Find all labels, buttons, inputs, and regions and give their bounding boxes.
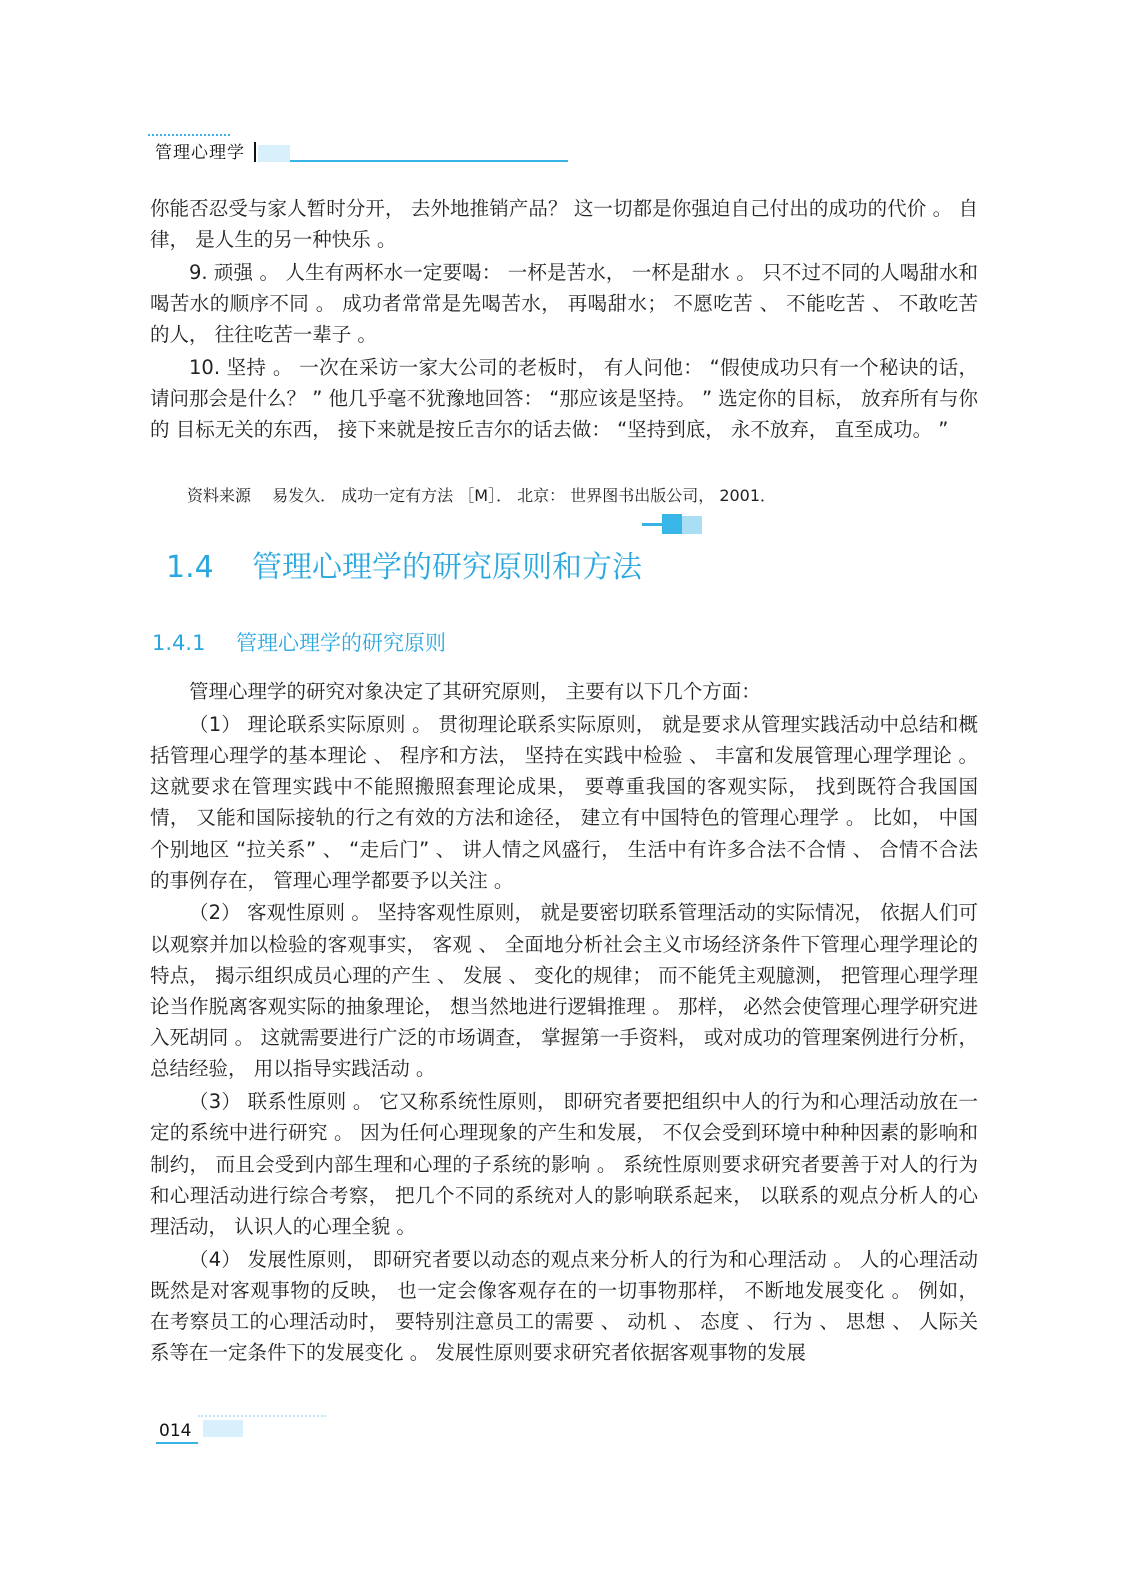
header-underline xyxy=(290,160,568,162)
paragraph-intro: 管理心理学的研究对象决定了其研究原则， 主要有以下几个方面： xyxy=(189,680,761,703)
header-accent-box xyxy=(258,145,290,162)
header-divider xyxy=(254,142,256,162)
footer-underline xyxy=(156,1442,198,1444)
paragraph-principle-3: （3） 联系性原则 。 它又称系统性原则， 即研究者要把组织中人的行为和心理活动放在一定的系统中进行研究 。 因为任何心理现象的产生和发展， 不仅会受到环境中种种因素的影响和制约， 而且会受到内部生理和心理的子系统的影响 。 系统性原则要求研究者要善于对人的行为和心理活动进行综合考察， 把几个不同的系统对人的影响联系起来， 以联系的观点分析人的心理活动， 认识人的心理全貌 。 xyxy=(150,1090,978,1238)
paragraph-item-9: 9. 顽强 。 人生有两杯水一定要喝： 一杯是苦水， 一杯是甜水 。 只不过不同的人喝甜水和喝苦水的顺序不同 。 成功者常常是先喝苦水， 再喝甜水； 不愿吃苦 、 不能吃苦 、 不敢吃苦的人， 往往吃苦一辈子 。 xyxy=(150,260,978,347)
body-text-block xyxy=(150,676,978,1370)
heading-decoration-block-light xyxy=(682,516,702,534)
heading-decoration-block xyxy=(662,514,682,534)
section-heading xyxy=(166,548,642,588)
paragraph-continuation: 你能否忍受与家人暂时分开， 去外地推销产品？ 这一切都是你强迫自己付出的成功的代价 。 自律， 是人生的另一种快乐 。 xyxy=(150,197,978,252)
running-header-title: 管理心理学 xyxy=(155,143,245,163)
section-title: 管理心理学的研究原则和方法 xyxy=(252,550,642,585)
paragraph-principle-1: （1） 理论联系实际原则 。 贯彻理论联系实际原则， 就是要求从管理实践活动中总结和概括管理心理学的基本理论 、 程序和方法， 坚持在实践中检验 、 丰富和发展管理心理学理论 。 这就要求在管理实践中不能照搬照套理论成果， 要尊重我国的客观实际， 找到既符合我国国情， 又能和国际接轨的行之有效的方法和途径， 建立有中国特色的管理心理学 。 比如， 中国个别地区 “拉关系” 、 “走后门” 、 讲人情之风盛行， 生活中有许多合法不合情 、 合情不合法的事例存在， 管理心理学都要予以关注 。 xyxy=(150,712,978,892)
paragraph-principle-2: （2） 客观性原则 。 坚持客观性原则， 就是要密切联系管理活动的实际情况， 依据人们可以观察并加以检验的客观事实， 客观 、 全面地分析社会主义市场经济条件下管理心理学理论的特点， 揭示组织成员心理的产生 、 发展 、 变化的规律； 而不能凭主观臆测， 把管理心理学理论当作脱离客观实际的抽象理论， 想当然地进行逻辑推理 。 那样， 必然会使管理心理学研究进入死胡同 。 这就需要进行广泛的市场调查， 掌握第一手资料， 或对成功的管理案例进行分析， 总结经验， 用以指导实践活动 。 xyxy=(150,901,978,1081)
paragraph-item-10: 10. 坚持 。 一次在采访一家大公司的老板时， 有人问他： “假使成功只有一个秘诀的话， 请问那会是什么？ ” 他几乎毫不犹豫地回答： “那应该是坚持。 ” 选定你的目标， 放弃所有与你的 目标无关的东西， 接下来就是按丘吉尔的话去做： “坚持到底， 永不放弃， 直至成功。 ” xyxy=(150,356,978,442)
heading-decoration-line xyxy=(642,523,662,526)
page-number: 014 xyxy=(159,1421,192,1441)
subsection-heading xyxy=(152,628,446,658)
paragraph-principle-4: （4） 发展性原则， 即研究者要以动态的观点来分析人的行为和心理活动 。 人的心理活动既然是对客观事物的反映， 也一定会像客观存在的一切事物那样， 不断地发展变化 。 例如， 在考察员工的心理活动时， 要特别注意员工的需要 、 动机 、 态度 、 行为 、 思想 、 人际关系等在一定条件下的发展变化 。 发展性原则要求研究者依据客观事物的发展 xyxy=(150,1247,978,1365)
section-number: 1.4 xyxy=(166,550,214,585)
footer-dotted-rule xyxy=(198,1415,326,1417)
subsection-title: 管理心理学的研究原则 xyxy=(236,631,446,655)
source-citation: 资料来源 易发久． 成功一定有方法 ［M］． 北京： 世界图书出版公司， 2001． xyxy=(187,486,777,505)
top-text-block xyxy=(150,193,978,447)
footer-accent-box xyxy=(203,1420,243,1437)
header-dotted-rule xyxy=(148,134,230,136)
subsection-number: 1.4.1 xyxy=(152,631,206,655)
